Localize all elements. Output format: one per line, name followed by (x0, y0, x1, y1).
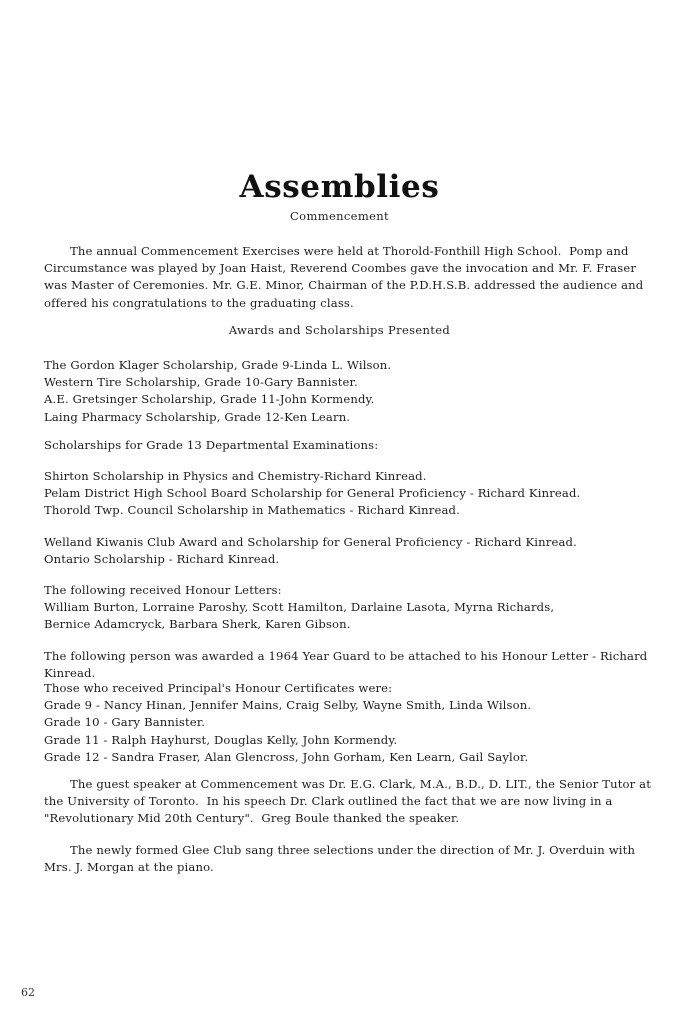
list-item: Western Tire Scholarship, Grade 10-Gary Bannister. (44, 375, 358, 390)
grade13-heading-block (44, 437, 652, 454)
list-item: The Gordon Klager Scholarship, Grade 9-Linda L. Wilson. (44, 358, 392, 372)
list-item: Grade 12 - Sandra Fraser, Alan Glencross, John Gorham, Ken Learn, Gail Saylor. (44, 749, 529, 764)
glee-club-block (44, 842, 652, 876)
guest-speaker-block (44, 776, 655, 828)
section-heading-awards: Awards and Scholarships Presented (228, 323, 451, 337)
honour-letters-block (44, 582, 652, 634)
honour-letters-heading: The following received Honour Letters: (44, 583, 282, 597)
scholarships-list (44, 357, 652, 426)
list-item: A.E. Gretsinger Scholarship, Grade 11-John Kormendy. (44, 392, 375, 407)
honour-certificates-heading: Those who received Principal's Honour Certificates were: (44, 681, 393, 695)
list-item: Welland Kiwanis Club Award and Scholarship for General Proficiency - Richard Kinread. (44, 535, 577, 549)
list-item: Thorold Twp. Council Scholarship in Mathematics - Richard Kinread. (44, 503, 460, 518)
honour-certificates-block (44, 680, 652, 766)
list-item: Grade 9 - Nancy Hinan, Jennifer Mains, Craig Selby, Wayne Smith, Linda Wilson. (44, 698, 532, 713)
glee-club-paragraph: The newly formed Glee Club sang three selections under the direction of Mr. J. Overduin with Mrs. J. Morgan at the piano. (44, 843, 639, 875)
list-item: Laing Pharmacy Scholarship, Grade 12-Ken Learn. (44, 409, 351, 424)
section-heading-commencement: Commencement (290, 209, 389, 223)
grade13-awards-list (44, 468, 652, 520)
list-item: Pelam District High School Board Scholarship for General Proficiency - Richard Kinread. (44, 486, 581, 501)
guest-speaker-paragraph: The guest speaker at Commencement was Dr. E.G. Clark, M.A., B.D., D. LIT., the Senior Tutor at the University of Toronto. In his speech Dr. Clark outlined the fact that we are now living in a "Revolutionary Mid 20th Century". Greg Boule thanked the speaker. (44, 777, 655, 826)
list-item: William Burton, Lorraine Paroshy, Scott Hamilton, Darlaine Lasota, Myrna Richards, (44, 600, 555, 615)
list-item: Grade 11 - Ralph Hayhurst, Douglas Kelly, John Kormendy. (44, 732, 398, 747)
grade13-heading: Scholarships for Grade 13 Departmental Examinations: (44, 438, 379, 452)
page-number: 62 (21, 986, 35, 999)
list-item: Ontario Scholarship - Richard Kinread. (44, 552, 280, 567)
page-title: Assemblies (239, 168, 440, 205)
list-item: Grade 10 - Gary Bannister. (44, 715, 206, 730)
list-item: Shirton Scholarship in Physics and Chemistry-Richard Kinread. (44, 469, 427, 483)
year-guard-paragraph: The following person was awarded a 1964 Year Guard to be attached to his Honour Letter - Richard Kinread. (44, 649, 652, 681)
year-guard-block (44, 648, 652, 682)
list-item: Bernice Adamcryck, Barbara Sherk, Karen Gibson. (44, 617, 351, 632)
intro-paragraph-block (44, 243, 652, 312)
intro-paragraph: The annual Commencement Exercises were held at Thorold-Fonthill High School. Pomp and Circumstance was played by Joan Haist, Reverend Coombes gave the invocation and Mr. F. Fraser was Master of Ceremonies. Mr. G.E. Minor, Chairman of the P.D.H.S.B. addressed the audience and offered his congratulations to the graduating class. (44, 244, 648, 310)
additional-awards-list (44, 534, 652, 568)
